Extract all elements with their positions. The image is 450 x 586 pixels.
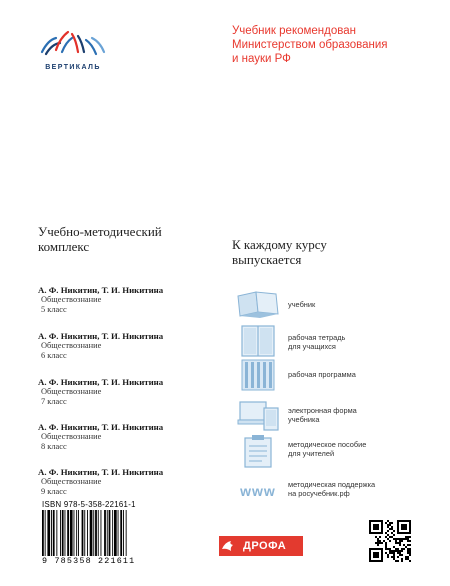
course-item-label [288,440,366,458]
qr-module [407,540,409,542]
program-icon [236,358,280,392]
qr-module [387,524,389,526]
barcode-bar [82,510,84,556]
book-subject: Обществознание [41,341,102,350]
qr-module [399,552,401,554]
qr-module [393,550,395,552]
qr-module [389,524,391,526]
barcode-bar [104,510,106,556]
publisher-name: ДРОФА [243,540,287,552]
qr-module [379,542,381,544]
book-authors: А. Ф. Никитин, Т. И. Никитина [38,285,164,295]
book-authors: А. Ф. Никитин, Т. И. Никитина [38,377,164,387]
qr-module [407,556,409,558]
qr-module [409,560,411,562]
course-item-textbook [236,286,436,322]
barcode-bar [123,510,124,556]
qr-module [385,542,387,544]
book-grade: 9 класс [41,486,67,496]
qr-module [407,550,409,552]
course-item-line: методическое пособие [288,440,367,449]
barcode-digits: 9 785358 221611 [42,556,136,566]
book-grade: 5 класс [41,304,67,314]
book-entry [38,331,163,360]
course-item-program [236,358,436,394]
workbook-icon [236,324,280,358]
qr-module [393,538,395,540]
barcode-bar [78,510,79,556]
complex-title-line: Учебно-методический [38,224,162,239]
course-item-label [288,300,315,309]
barcode-bar [98,510,99,556]
barcode-icon [40,510,152,556]
qr-module [377,544,379,546]
barcode-bar [109,510,111,556]
qr-module [385,532,387,534]
course-item-line: методическая поддержка [288,480,376,489]
qr-module [397,560,399,562]
recommendation-line: Учебник рекомендован [232,25,356,37]
course-item-line: электронная форма [288,406,357,415]
qr-module [391,550,393,552]
qr-module [393,546,395,548]
course-item-line: учебника [288,415,320,424]
qr-module [391,528,393,530]
barcode-bar [126,510,127,556]
qr-module [409,536,411,538]
courses-title-line: выпускается [232,252,302,267]
barcode-bar [114,510,117,556]
qr-module [405,558,407,560]
qr-module [393,558,395,560]
qr-module [409,544,411,546]
qr-module [393,554,395,556]
qr-module [373,552,379,558]
qr-module [403,548,405,550]
course-item-line: для учителей [288,449,335,458]
qr-module [395,538,397,540]
book-entry [38,467,163,496]
qr-module [373,524,379,530]
qr-module [393,534,395,536]
barcode-bar [74,510,75,556]
qr-module [407,538,409,540]
qr-module [377,540,379,542]
qr-module [401,538,403,540]
qr-module [389,550,391,552]
qr-module [393,552,395,554]
qr-module [385,552,387,554]
barcode-bar [120,510,122,556]
book-subject: Обществознание [41,387,102,396]
qr-module [409,554,411,556]
qr-module [391,526,393,528]
course-item-www [236,474,436,510]
course-item-label [288,406,357,424]
qr-module [375,542,377,544]
qr-module [405,536,407,538]
course-item-line: для учащихся [288,342,336,351]
qr-module [395,548,397,550]
qr-module [389,552,391,554]
qr-module [377,538,379,540]
course-item-line: учебник [288,300,316,309]
qr-module [381,542,383,544]
qr-module [397,550,399,552]
qr-module [403,538,405,540]
complex-title-line: комплекс [38,239,90,254]
textbook-icon [236,286,280,320]
book-subject: Обществознание [41,295,102,304]
qr-module [399,540,401,542]
qr-module [389,540,391,542]
qr-module [405,538,407,540]
qr-module [383,540,385,542]
qr-module [399,544,401,546]
qr-module [399,550,401,552]
course-item-manual [236,434,436,470]
barcode-bar [51,510,52,556]
qr-module [393,530,395,532]
qr-module [391,536,393,538]
www-icon [236,474,280,508]
barcode-bar [107,510,108,556]
qr-module [397,538,399,540]
barcode-bar [56,510,57,556]
book-grade: 6 класс [41,350,67,360]
barcode-bar [60,510,61,556]
qr-module [387,554,389,556]
qr-module [401,524,407,530]
qr-module [389,548,391,550]
barcode-bar [118,510,119,556]
barcode-bar [70,510,73,556]
book-entry [38,377,163,406]
qr-module [385,546,387,548]
qr-module [409,540,411,542]
course-item-label [288,480,375,498]
barcode-bar [112,510,113,556]
qr-module [397,542,399,544]
qr-module [385,544,387,546]
qr-module [401,540,403,542]
qr-module [401,558,403,560]
barcode-bar [42,510,44,556]
book-authors: А. Ф. Никитин, Т. И. Никитина [38,422,164,432]
book-entry [38,422,163,451]
qr-module [395,550,397,552]
qr-module [387,526,389,528]
qr-module [389,528,391,530]
qr-module [409,552,411,554]
www-icon-text: www [240,483,276,499]
qr-module [395,540,397,542]
qr-module [387,538,389,540]
qr-module [387,534,389,536]
qr-module [407,548,409,550]
qr-module [397,552,399,554]
barcode-bar [67,510,69,556]
qr-module [395,560,397,562]
recommendation-text [232,24,432,66]
qr-module [399,554,401,556]
course-item-label [288,370,356,379]
course-item-line: на росучебник.рф [288,489,350,498]
qr-module [387,556,389,558]
qr-module [385,548,387,550]
barcode-bar [65,510,66,556]
complex-title [38,224,162,254]
isbn-text: ISBN 978-5-358-22161-1 [42,500,136,509]
barcode-bar [84,510,85,556]
qr-module [389,522,391,524]
book-authors: А. Ф. Никитин, Т. И. Никитина [38,467,164,477]
publisher-logo [219,536,303,556]
qr-module [377,542,379,544]
qr-module [393,556,395,558]
barcode-bar [95,510,97,556]
qr-module [409,548,411,550]
course-item-line: рабочая тетрадь [288,333,346,342]
book-subject: Обществознание [41,477,102,486]
qr-module [375,536,377,538]
qr-module [391,556,393,558]
qr-module [387,548,389,550]
recommendation-line: и науки РФ [232,53,291,65]
qr-module [407,536,409,538]
qr-module [397,548,399,550]
course-item-line: рабочая программа [288,370,356,379]
barcode-bar [62,510,64,556]
book-grade: 8 класс [41,441,67,451]
recommendation-line: Министерством образования [232,39,388,51]
qr-module [387,520,389,522]
qr-module [399,538,401,540]
course-item-eform [236,398,436,434]
bird-icon [219,536,239,556]
qr-module [397,556,399,558]
barcode-bar [45,510,46,556]
book-authors: А. Ф. Никитин, Т. И. Никитина [38,331,164,341]
qr-module [391,532,393,534]
qr-module [403,544,405,546]
book-grade: 7 класс [41,396,67,406]
barcode-bar [53,510,55,556]
barcode-bar [87,510,88,556]
book-subject: Обществознание [41,432,102,441]
qr-module [385,522,387,524]
manual-icon [236,434,280,468]
qr-module [399,542,401,544]
qr-module [401,548,403,550]
courses-title-line: К каждому курсу [232,237,327,252]
barcode-bar [76,510,77,556]
book-entry [38,285,163,314]
qr-module [401,560,403,562]
courses-title [232,237,327,267]
qr-module [385,536,387,538]
qr-module [379,540,381,542]
qr-module [389,536,391,538]
qr-module [387,530,389,532]
course-item-label [288,333,345,351]
qr-module [401,550,403,552]
qr-module [379,536,381,538]
qr-module [407,552,409,554]
barcode-bar [101,510,102,556]
qr-module [409,550,411,552]
brand-logo-text: ВЕРТИКАЛЬ [45,64,101,71]
eform-icon [236,398,280,432]
qr-module [391,552,393,554]
barcode-bar [93,510,94,556]
qr-module [407,544,409,546]
qr-module [391,522,393,524]
qr-code-icon [369,520,411,562]
qr-module [407,558,409,560]
qr-module [405,546,407,548]
qr-module [395,542,397,544]
barcode-bar [90,510,93,556]
qr-module [405,556,407,558]
course-item-workbook [236,324,436,360]
qr-module [401,554,403,556]
vertical-logo-icon [38,26,108,84]
barcode-bar [47,510,50,556]
